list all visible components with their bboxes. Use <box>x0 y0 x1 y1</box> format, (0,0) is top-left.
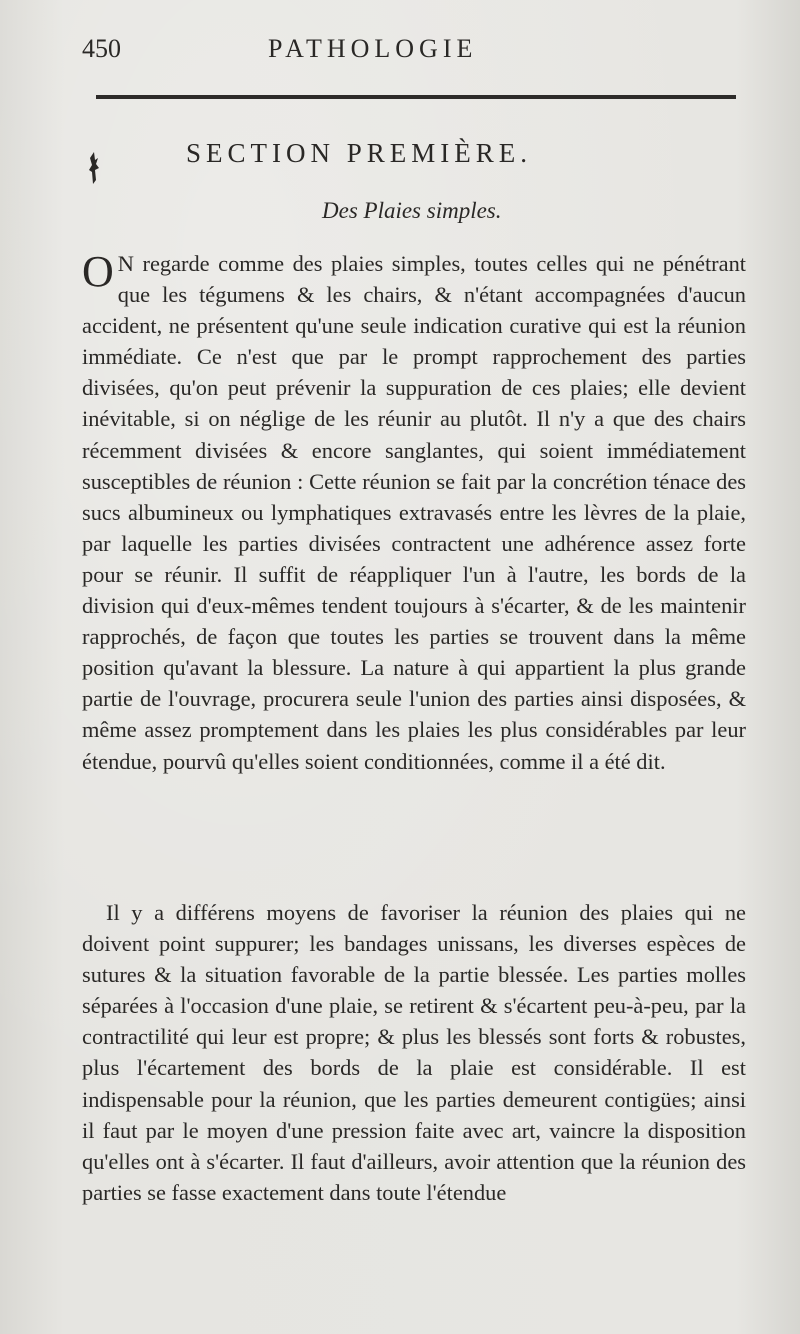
drop-cap: O <box>82 247 114 296</box>
paragraph-1-text: N regarde comme des plaies simples, toutes celles qui ne pénétrant que les tégumens & les chairs, & n'étant accompagnées d'aucun accident, ne présentent qu'une seule indication curative qui est la réunion immédiate. Ce n'est que par le prompt rapprochement des parties divisées, qu'on peut prévenir la suppuration de ces plaies; elle devient inévitable, si on néglige de les réunir au plutôt. Il n'y a que des chairs récemment divisées & encore sanglantes, qui soient immédiatement susceptibles de réunion : Cette réunion se fait par la concrétion ténace des sucs albumineux ou lymphatiques extravasés entre les lèvres de la plaie, par laquelle les parties divisées contractent une adhérence assez forte pour se réunir. Il suffit de réappliquer l'un à l'autre, les bords de la division qui d'eux-mêmes tendent toujours à s'écarter, & de les maintenir rapprochés, de façon que toutes les parties se trouvent dans la même position qu'avant la blessure. La nature à qui appartient la plus grande partie de l'ouvrage, procurera seule l'union des parties ainsi disposées, & même assez promptement dans les plaies les plus considérables par leur étendue, pourvû qu'elles soient conditionnées, comme il a été dit. <box>82 251 746 774</box>
section-title: SECTION PREMIÈRE. <box>186 138 533 168</box>
paragraph-2: Il y a différens moyens de favoriser la réunion des plaies qui ne doivent point suppurer; les bandages unissans, les diverses espèces de sutures & la situation favorable de la partie blessée. Les parties molles séparées à l'occasion d'une plaie, se retirent & s'écartent peu-à-peu, par la contractilité qui leur est propre; & plus les blessés sont forts & robustes, plus l'écartement des bords de la plaie est considérable. Il est indispensable pour la réunion, que les parties demeurent contigües; ainsi il faut par le moyen d'une pression faite avec art, vaincre la disposition qu'elles ont à s'écarter. Il faut d'ailleurs, avoir attention que la réunion des parties se fasse exactement dans toute l'étendue <box>82 900 746 1205</box>
section-subtitle: Des Plaies simples. <box>322 198 502 223</box>
header-rule <box>96 95 736 99</box>
page-number: 450 <box>82 34 121 63</box>
paragraph-1 <box>82 248 746 777</box>
running-head: PATHOLOGIE <box>268 34 478 63</box>
ink-blot-mark <box>86 150 102 186</box>
